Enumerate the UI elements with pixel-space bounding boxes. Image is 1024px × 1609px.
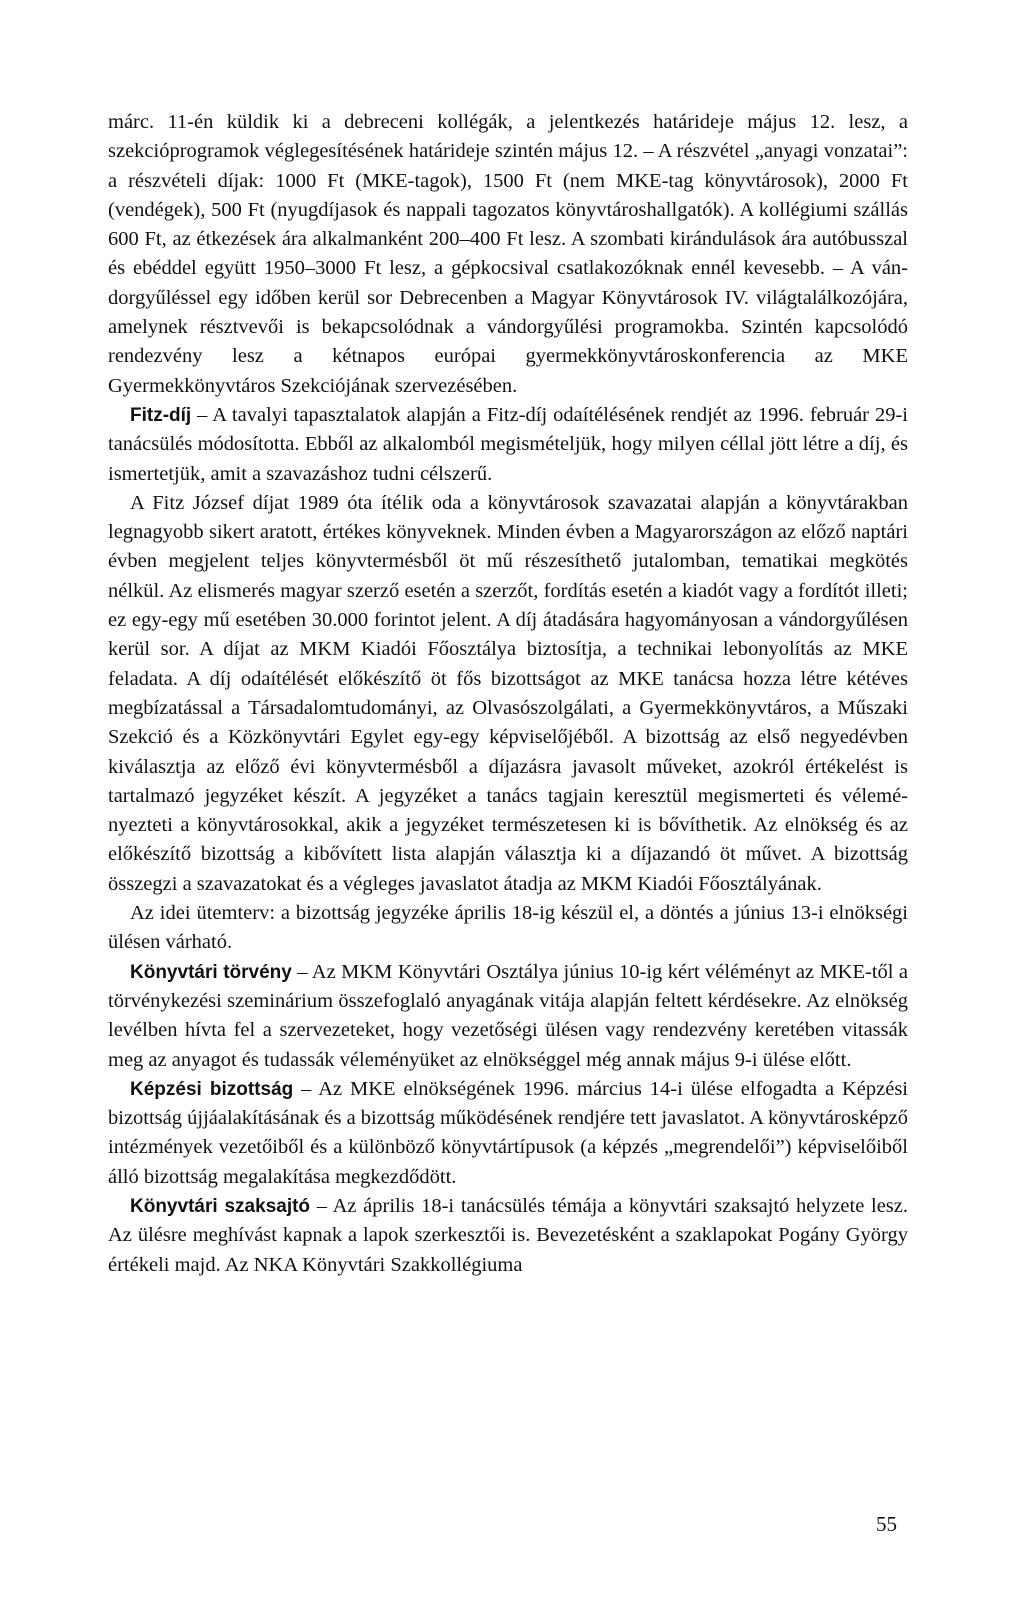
section-heading-kepzesi-bizottsag: Képzési bizottság	[130, 1078, 294, 1100]
paragraph-text: – Az április 18-i tanácsülés témája a könyvtári szaksajtó helyzete lesz. Az ülésre meghívást kapnak a lapok szerkesztői is. Bevezetésként a szaklapokat Pogány György értékeli majd. Az NKA Könyvtári Szakkollégiuma	[108, 1194, 908, 1276]
paragraph-utemterv	[108, 899, 908, 958]
paragraph-text: – Az MKM Könyvtári Osztálya június 10-ig kért véléményt az MKE-től a törvénykezési szeminárium összefoglaló anyagának vitája alapján feltett kérdésekre. Az elnökség levélben hívta fel a szervezeteket, hogy vezetőségi ülésen vagy rendezvény keretében vitassák meg az anyagot és tudassák véleményüket az elnökséggel még annak május 9-i ülése előtt.	[108, 960, 908, 1071]
paragraph-continuation	[108, 108, 908, 401]
page-number: 55	[876, 1512, 897, 1536]
paragraph-text: A Fitz József díjat 1989 óta ítélik oda a könyvtárosok szavazatai alapján a könyvtárakban legnagyobb sikert aratott, értékes könyveknek. Minden évben a Magyarországon az előző naptári évben megjelent teljes könyvtermésből öt mű részesíthető jutalomban, tematikai megkötés nélkül. Az elismerés magyar szerző esetén a szerzőt, fordítás esetén a kiadót vagy a fordítót illeti; ez egy-egy mű esetében 30.000 forintot jelent. A díj átadására hagyományosan a vándorgyűlésen kerül sor. A díjat az MKM Kiadói Főosztálya biztosítja, a technikai lebonyolítás az MKE feladata. A díj odaítélését előkészítő öt fős bizottságot az MKE tanácsa hozza létre kétéves megbízatással a Társadalomtudományi, az Olvasószolgálati, a Gyermekkönyvtáros, a Műszaki Szekció és a Közkönyvtári Egylet egy-egy képviselőjéből. A bizottság az első negyedévben kiválasztja az előző évi könyvtermésből a díjazásra javasolt műveket, azokról értékelést is tartalmazó jegyzéket készít. A jegyzéket a tanács tagjain keresztül megismerteti és véleményezteti a könyvtárosokkal, akik a jegyzéket természetesen ki is bővíthetik. Az elnökség és az előkészítő bizottság a kibővített lista alapján választja ki a díjazandó öt művet. A bizottság összegzi a szavazatokat és a végleges javaslatot átadja az MKM Kiadói Főosztályának.	[108, 491, 908, 895]
paragraph-konyvtari-torveny	[108, 958, 908, 1075]
paragraph-text: Az idei ütemterv: a bizottság jegyzéke április 18-ig készül el, a döntés a június 13-i elnökségi ülésen várható.	[108, 902, 908, 954]
paragraph-text: – A tavalyi tapasztalatok alapján a Fitz-díj odaítélésének rendjét az 1996. február 29-i tanácsülés módosította. Ebből az alkalomból megismételjük, hogy milyen céllal jött létre a díj, és ismertetjük, amit a szavazáshoz tudni célszerű.	[108, 403, 908, 485]
paragraph-konyvtari-szaksajto	[108, 1192, 908, 1280]
section-heading-konyvtari-szaksajto: Könyvtári szaksajtó	[130, 1195, 311, 1217]
paragraph-kepzesi-bizottsag	[108, 1075, 908, 1192]
paragraph-fitz-jozsef-dij	[108, 489, 908, 899]
paragraph-fitz-dij	[108, 401, 908, 489]
paragraph-text: – Az MKE elnökségének 1996. március 14-i ülése elfogadta a Képzési bizottság újjáalakításának és a bizottság működésének rendjére tett javaslatot. A könyvtárosképző intézmények vezetőiből és a különböző könyvtártípusok (a képzés „megrendelői”) képviselőiből álló bizottság megalakítása megkezdődött.	[108, 1077, 908, 1188]
section-heading-fitz-dij: Fitz-díj	[130, 404, 192, 426]
body-text	[108, 108, 908, 1280]
paragraph-text: márc. 11-én küldik ki a debreceni kollégák, a jelentkezés határideje május 12. lesz, a szekcióprogramok véglegesítésének határideje szintén május 12. – A részvétel „anyagi vonzatai”: a részvételi díjak: 1000 Ft (MKE-tagok), 1500 Ft (nem MKE-tag könyvtárosok), 2000 Ft (vendégek), 500 Ft (nyugdíjasok és nappali tagozatos könyvtároshallgatók). A kollégiumi szállás 600 Ft, az étkezések ára alkalmanként 200–400 Ft lesz. A szombati kirándulások ára autóbusszal és ebéddel együtt 1950–3000 Ft lesz, a gépkocsival csatlakozóknak ennél kevesebb. – A vándorgyűléssel egy időben kerül sor Debrecenben a Magyar Könyvtárosok IV. világtalálkozójára, amelynek résztvevői is bekapcsolódnak a vándorgyűlési programokba. Szintén kapcsolódó rendezvény lesz a kétnapos európai gyermekkönyvtároskonferencia az MKE Gyermekkönyvtáros Szekciójának szervezésében.	[108, 111, 908, 397]
section-heading-konyvtari-torveny: Könyvtári törvény	[130, 961, 292, 983]
